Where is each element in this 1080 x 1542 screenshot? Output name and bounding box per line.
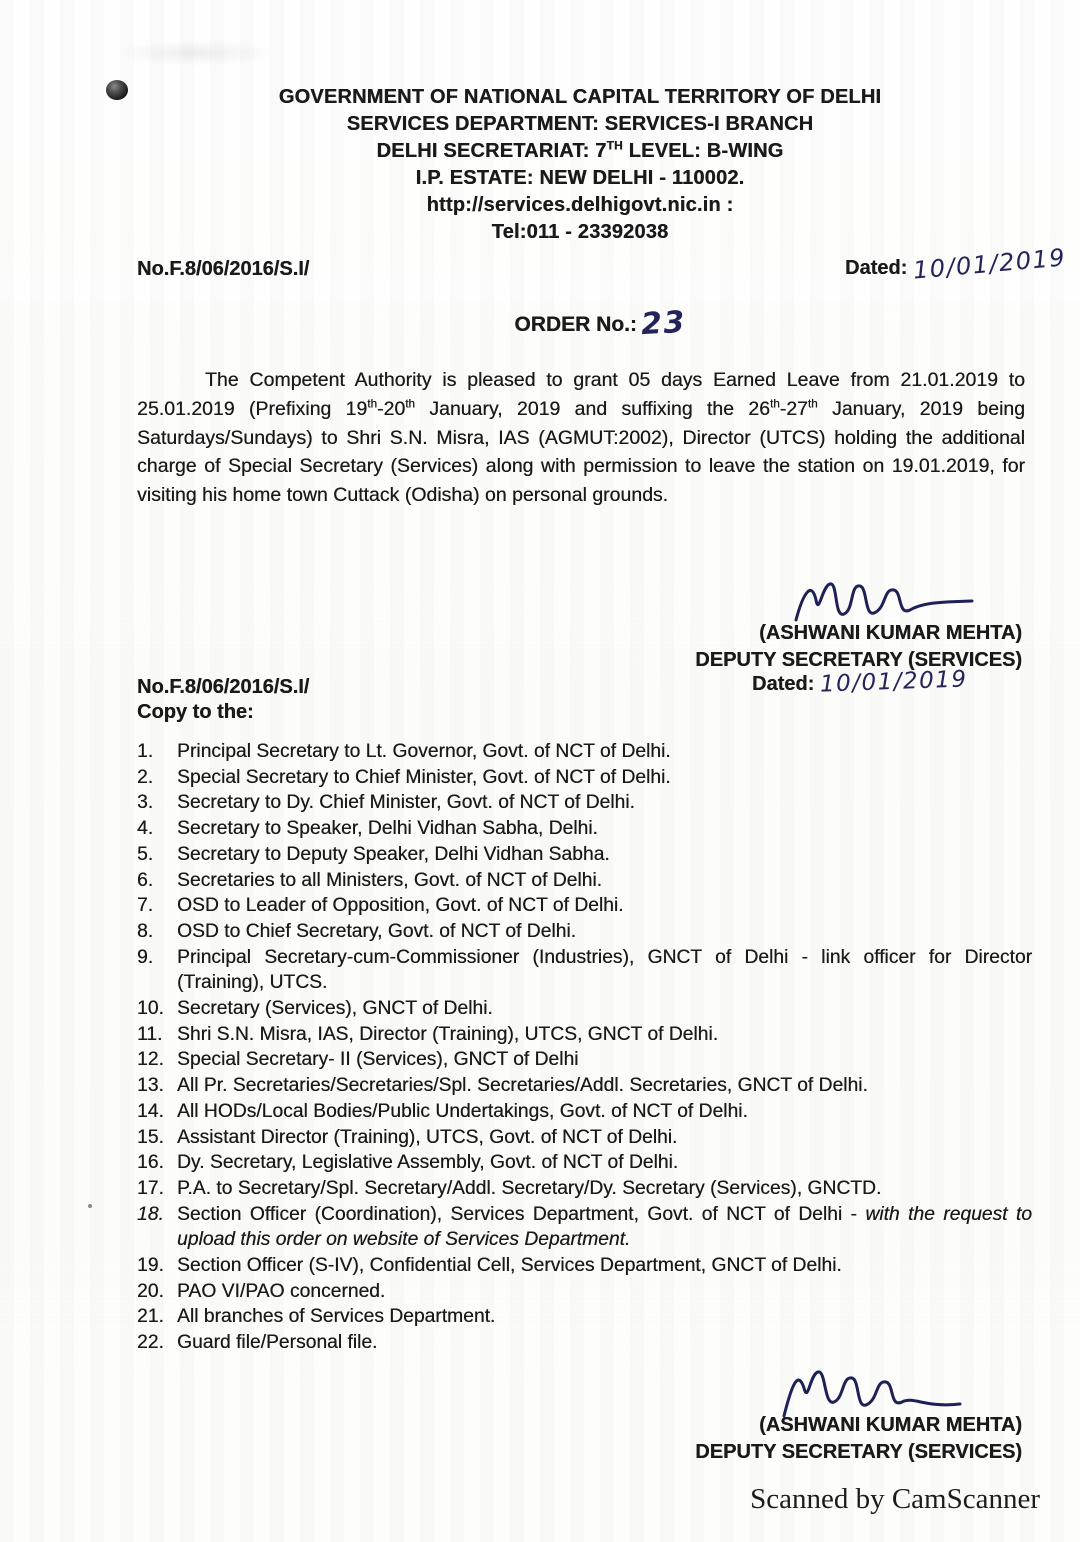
list-item-text: OSD to Chief Secretary, Govt. of NCT of Delhi. bbox=[177, 920, 576, 942]
list-item-text: Principal Secretary-cum-Commissioner (Industries), GNCT of Delhi - link officer for Director (Training), UTCS. bbox=[177, 946, 1032, 994]
list-item-number: 15. bbox=[137, 1126, 164, 1148]
distribution-list-item bbox=[137, 842, 1032, 868]
ordinal-superscript: TH bbox=[606, 138, 623, 153]
list-item-text: Secretary to Speaker, Delhi Vidhan Sabha, Delhi. bbox=[177, 818, 598, 840]
list-item-number: 16. bbox=[137, 1152, 164, 1174]
handwritten-date: 10/01/2019 bbox=[911, 243, 1067, 285]
list-item-number: 14. bbox=[137, 1100, 164, 1122]
list-item-text: Assistant Director (Training), UTCS, Govt. of NCT of Delhi. bbox=[177, 1126, 678, 1148]
handwritten-order-number: 23 bbox=[640, 304, 687, 343]
distribution-list-item bbox=[137, 1150, 1032, 1176]
scan-dot-artifact bbox=[88, 1204, 92, 1208]
letterhead-line-phone: Tel:011 - 23392038 bbox=[491, 221, 669, 243]
ordinal-superscript: th bbox=[807, 397, 818, 411]
list-item-number: 11. bbox=[137, 1023, 163, 1045]
list-item-text: OSD to Leader of Opposition, Govt. of NCT of Delhi. bbox=[177, 895, 624, 917]
ordinal-superscript: th bbox=[405, 397, 415, 411]
list-item-text: P.A. to Secretary/Spl. Secretary/Addl. Secretary/Dy. Secretary (Services), GNCTD. bbox=[177, 1177, 882, 1199]
list-item-text: PAO VI/PAO concerned. bbox=[177, 1280, 386, 1302]
distribution-list-item bbox=[137, 919, 1032, 945]
punch-hole-artifact bbox=[106, 80, 128, 100]
letterhead bbox=[140, 84, 1020, 246]
signatory-name: (ASHWANI KUMAR MEHTA) bbox=[759, 622, 1022, 644]
distribution-list-item bbox=[137, 1099, 1032, 1125]
distribution-list-item bbox=[137, 1304, 1032, 1330]
list-item-text: Special Secretary to Chief Minister, Govt. of NCT of Delhi. bbox=[177, 766, 671, 788]
list-item-text: Secretary to Deputy Speaker, Delhi Vidhan Sabha. bbox=[177, 843, 610, 865]
list-item-text: Guard file/Personal file. bbox=[177, 1332, 378, 1354]
list-item-number: 22. bbox=[137, 1332, 164, 1354]
letterhead-line-government: GOVERNMENT OF NATIONAL CAPITAL TERRITORY OF DELHI bbox=[278, 86, 882, 108]
list-item-text: Section Officer (Coordination), Services Department, Govt. of NCT of Delhi - with the request to upload this order on website of Services Department. bbox=[177, 1203, 1032, 1251]
ordinal-superscript: th bbox=[367, 397, 377, 411]
list-item-text: All Pr. Secretaries/Secretaries/Spl. Secretaries/Addl. Secretaries, GNCT of Delhi. bbox=[177, 1075, 868, 1097]
distribution-list-item bbox=[137, 816, 1032, 842]
list-item-text: Shri S.N. Misra, IAS, Director (Training), UTCS, GNCT of Delhi. bbox=[177, 1023, 719, 1045]
signatory-title: DEPUTY SECRETARY (SERVICES) bbox=[695, 1441, 1022, 1463]
body-segment: The Competent Authority is pleased to grant 05 days Earned Leave from 21.01.2019 to 25.01.2019 (Prefixing 19 bbox=[137, 369, 1025, 420]
list-item-number: 6. bbox=[137, 869, 154, 891]
list-item-number: 8. bbox=[137, 920, 154, 942]
list-item-number: 19. bbox=[137, 1255, 164, 1277]
distribution-list-item bbox=[137, 739, 1032, 765]
body-segment: -20 bbox=[377, 397, 406, 420]
list-item-text: Section Officer (S-IV), Confidential Cell, Services Department, GNCT of Delhi. bbox=[177, 1255, 842, 1277]
signature-block-bottom bbox=[610, 1366, 1022, 1466]
dated-line bbox=[845, 243, 1067, 285]
distribution-list bbox=[137, 739, 1032, 1356]
list-item-number: 18. bbox=[137, 1203, 164, 1225]
letterhead-line-secretariat bbox=[140, 138, 1020, 165]
list-item-text: All branches of Services Department. bbox=[177, 1306, 496, 1328]
file-number: No.F.8/06/2016/S.I/ bbox=[137, 258, 310, 280]
list-item-number: 12. bbox=[137, 1049, 164, 1071]
handwritten-date: 10/01/2019 bbox=[819, 666, 968, 698]
signatory-title: DEPUTY SECRETARY (SERVICES) bbox=[695, 649, 1022, 671]
letterhead-line-website: http://services.delhigovt.nic.in : bbox=[426, 194, 734, 216]
dated-line-2 bbox=[752, 666, 968, 698]
dated-label: Dated: bbox=[752, 673, 815, 695]
file-number-2: No.F.8/06/2016/S.I/ bbox=[137, 676, 310, 698]
distribution-list-item bbox=[137, 945, 1032, 996]
list-item-number: 3. bbox=[137, 792, 154, 814]
dated-label: Dated: bbox=[845, 257, 908, 279]
distribution-list-item bbox=[137, 1330, 1032, 1356]
body-segment: January, 2019 and suffixing the 26 bbox=[414, 397, 770, 420]
letterhead-secretariat-text: DELHI SECRETARIAT: 7 bbox=[376, 140, 607, 162]
list-item-number: 5. bbox=[137, 843, 154, 865]
list-item-number: 4. bbox=[137, 818, 154, 840]
list-item-text: Principal Secretary to Lt. Governor, Govt. of NCT of Delhi. bbox=[177, 741, 671, 762]
letterhead-secretariat-text-2: LEVEL: B-WING bbox=[622, 140, 784, 162]
order-number-label: ORDER No.: bbox=[514, 313, 637, 336]
body-segment: -27 bbox=[779, 397, 808, 420]
list-item-number: 2. bbox=[137, 766, 154, 788]
letterhead-line-department: SERVICES DEPARTMENT: SERVICES-I BRANCH bbox=[346, 113, 814, 135]
list-item-text: All HODs/Local Bodies/Public Undertakings, Govt. of NCT of Delhi. bbox=[177, 1100, 748, 1122]
list-item-text: Secretary (Services), GNCT of Delhi. bbox=[177, 998, 493, 1020]
distribution-list-item bbox=[137, 1125, 1032, 1151]
distribution-list-item bbox=[137, 1253, 1032, 1279]
list-item-number: 1. bbox=[137, 741, 154, 762]
scan-smudge-artifact bbox=[115, 40, 275, 66]
list-item-text: Special Secretary- II (Services), GNCT of Delhi bbox=[177, 1049, 579, 1071]
distribution-list-item bbox=[137, 1176, 1032, 1202]
distribution-list-item bbox=[137, 868, 1032, 894]
distribution-list-item bbox=[137, 1202, 1032, 1253]
letterhead-line-address: I.P. ESTATE: NEW DELHI - 110002. bbox=[415, 167, 745, 189]
list-item-number: 21. bbox=[137, 1306, 164, 1328]
distribution-list-item bbox=[137, 1022, 1032, 1048]
distribution-list-item bbox=[137, 893, 1032, 919]
list-item-number: 10. bbox=[137, 998, 164, 1020]
distribution-list-item bbox=[137, 765, 1032, 791]
copy-to-heading: Copy to the: bbox=[137, 701, 254, 723]
ordinal-superscript: th bbox=[769, 397, 780, 411]
list-item-text: Secretaries to all Ministers, Govt. of NCT of Delhi. bbox=[177, 869, 603, 891]
distribution-list-item bbox=[137, 790, 1032, 816]
list-item-text: Secretary to Dy. Chief Minister, Govt. of NCT of Delhi. bbox=[177, 792, 635, 814]
distribution-list-item bbox=[137, 1073, 1032, 1099]
list-item-italic-note: with the request to upload this order on website of Services Department. bbox=[177, 1203, 1032, 1251]
distribution-list-item bbox=[137, 996, 1032, 1022]
list-item-number: 20. bbox=[137, 1280, 164, 1302]
list-item-number: 7. bbox=[137, 895, 154, 917]
body-segment: January, 2019 being Saturdays/Sundays) to Shri S.N. Misra, IAS (AGMUT:2002), Director (UTCS) holding the additional charge of Special Secretary (Services) along with permission to leave the station on 19.01.2019, for visiting his home town Cuttack (Odisha) on personal grounds. bbox=[137, 397, 1025, 507]
distribution-list-item bbox=[137, 1279, 1032, 1305]
list-item-number: 9. bbox=[137, 946, 154, 968]
list-item-number: 13. bbox=[137, 1075, 164, 1097]
signature-block-top bbox=[610, 576, 1022, 674]
order-body-paragraph bbox=[137, 366, 1025, 510]
distribution-list-item bbox=[137, 1047, 1032, 1073]
signatory-name: (ASHWANI KUMAR MEHTA) bbox=[759, 1414, 1022, 1436]
list-item-number: 17. bbox=[137, 1177, 164, 1199]
list-item-text: Dy. Secretary, Legislative Assembly, Govt. of NCT of Delhi. bbox=[177, 1152, 679, 1174]
camscanner-credit: Scanned by CamScanner bbox=[750, 1483, 1040, 1515]
order-heading bbox=[160, 304, 1040, 343]
